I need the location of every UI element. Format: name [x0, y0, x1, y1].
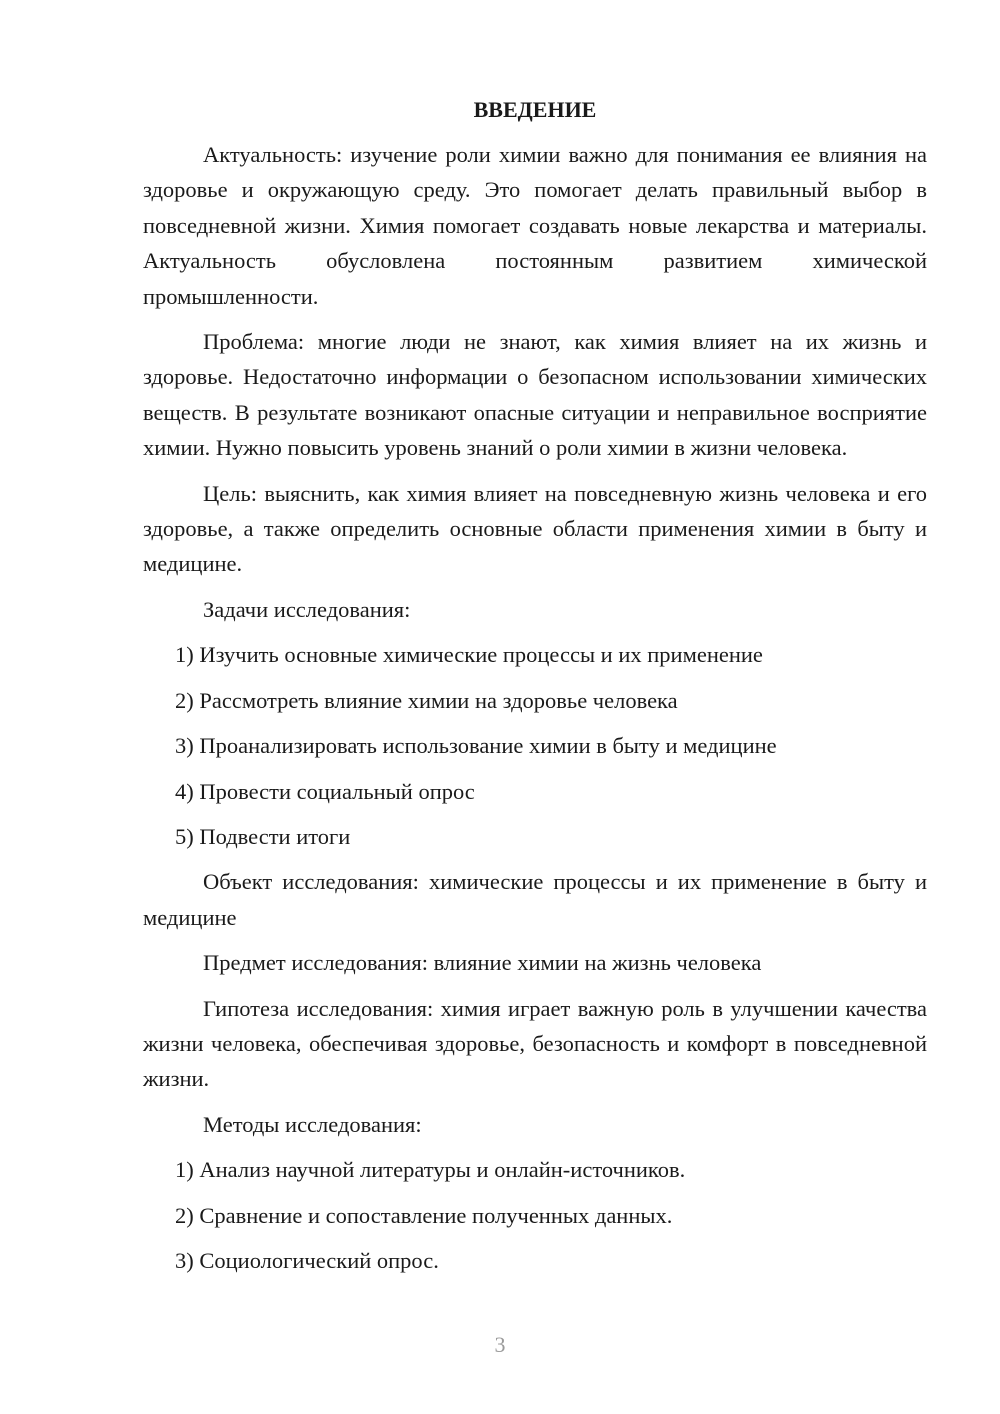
page-number: 3 [494, 1332, 506, 1357]
goal-paragraph: Цель: выяснить, как химия влияет на повседневную жизнь человека и его здоровье, а также определить основные области применения химии в быту и медицине. [143, 480, 927, 577]
method-item-1: 1) Анализ научной литературы и онлайн-источников. [175, 1157, 686, 1183]
method-item-3: 3) Социологический опрос. [175, 1247, 439, 1273]
hypothesis-paragraph: Гипотеза исследования: химия играет важную роль в улучшении качества жизни человека, обеспечивая здоровье, безопасность и комфорт в повседневной жизни. [143, 995, 927, 1092]
document-page [143, 92, 927, 1288]
problem-paragraph: Проблема: многие люди не знают, как химия влияет на их жизнь и здоровье. Недостаточно информации о безопасном использовании химических веществ. В результате возникают опасные ситуации и неправильное восприятие химии. Нужно повысить уровень знаний о роли химии в жизни человека. [143, 329, 927, 461]
method-item-2: 2) Сравнение и сопоставление полученных данных. [175, 1202, 673, 1228]
methods-heading: Методы исследования: [203, 1111, 422, 1137]
task-item-4: 4) Провести социальный опрос [175, 778, 475, 804]
methods-list [143, 1152, 927, 1278]
task-item-2: 2) Рассмотреть влияние химии на здоровье человека [175, 687, 678, 713]
task-item-3: 3) Проанализировать использование химии в быту и медицине [175, 733, 777, 759]
task-item-1: 1) Изучить основные химические процессы и их применение [175, 642, 763, 668]
tasks-heading: Задачи исследования: [203, 596, 411, 622]
task-item-5: 5) Подвести итоги [175, 823, 351, 849]
object-paragraph: Объект исследования: химические процессы и их применение в быту и медицине [143, 869, 927, 930]
subject-paragraph: Предмет исследования: влияние химии на жизнь человека [203, 950, 762, 976]
relevance-paragraph: Актуальность: изучение роли химии важно для понимания ее влияния на здоровье и окружающую среду. Это помогает делать правильный выбор в повседневной жизни. Химия помогает создавать новые лекарства и материалы. Актуальность обусловлена постоянным развитием химической промышленности. [143, 142, 927, 309]
document-title: ВВЕДЕНИЕ [473, 97, 597, 122]
tasks-list [143, 637, 927, 854]
